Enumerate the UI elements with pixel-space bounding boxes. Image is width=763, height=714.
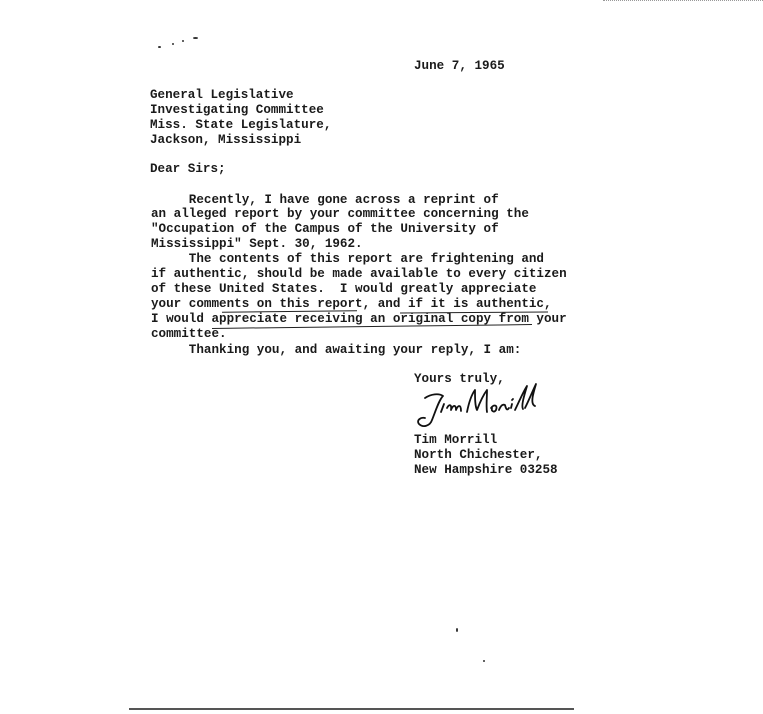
recipient-line: Miss. State Legislature, xyxy=(150,118,332,132)
signer-state: New Hampshire 03258 xyxy=(414,463,558,477)
scan-edge-dots xyxy=(603,0,763,2)
scan-speck xyxy=(158,46,161,48)
body-line: The contents of this report are frightening and xyxy=(151,252,544,266)
body-line: I would appreciate receiving an original copy from your xyxy=(151,312,567,326)
scan-speck xyxy=(483,660,485,662)
body-line: of these United States. I would greatly appreciate xyxy=(151,282,537,296)
body-line: if authentic, should be made available to every citizen xyxy=(151,267,567,281)
closing: Yours truly, xyxy=(414,372,505,386)
body-line: "Occupation of the Campus of the University of xyxy=(151,222,499,236)
recipient-line: Jackson, Mississippi xyxy=(150,133,302,147)
signer-town: North Chichester, xyxy=(414,448,543,462)
letter-date: June 7, 1965 xyxy=(414,59,505,73)
page-edge-line xyxy=(129,708,574,710)
scan-speck xyxy=(193,37,198,39)
signer-name: Tim Morrill xyxy=(414,433,498,447)
scan-speck xyxy=(172,43,174,45)
salutation: Dear Sirs; xyxy=(150,162,226,176)
scan-speck xyxy=(456,628,458,632)
scan-speck xyxy=(182,40,184,42)
recipient-line: General Legislative xyxy=(150,88,294,102)
handwritten-signature xyxy=(405,380,545,430)
body-line: your comments on this report, and if it is authentic, xyxy=(151,297,552,311)
body-line: an alleged report by your committee concerning the xyxy=(151,207,529,221)
recipient-line: Investigating Committee xyxy=(150,103,324,117)
body-line: Mississippi" Sept. 30, 1962. xyxy=(151,237,363,251)
body-line: Thanking you, and awaiting your reply, I am: xyxy=(151,343,522,357)
body-line: Recently, I have gone across a reprint of xyxy=(151,193,499,207)
body-line: committee. xyxy=(151,327,227,341)
